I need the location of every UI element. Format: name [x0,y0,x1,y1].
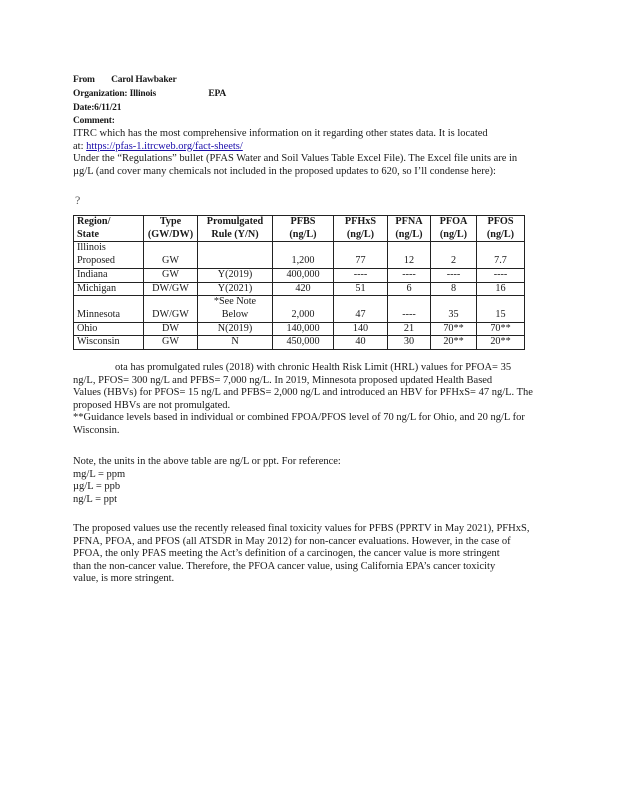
table-cell-line: 70** [490,322,511,334]
notes-line-3: Values (HBVs) for PFOS= 15 ng/L and PFBS= 2,000 ng/L and introduced an HBV for PFHxS= 47 ng/L. The [73,387,533,399]
units-line-4: ng/L = ppt [73,493,118,505]
table-cell-line: Below [221,308,249,320]
table-cell [477,296,525,322]
column-header [477,216,525,242]
column-header-line: PFHxS [344,216,377,227]
table-row [74,268,525,282]
column-header [198,216,273,242]
table-cell [431,282,477,296]
table-cell-line: 30 [403,336,415,348]
table-cell [74,268,144,282]
table-cell [198,242,273,268]
table-cell-line: *See Note [213,296,257,308]
table-cell [388,296,431,322]
intro-line-4: µg/L (and cover many chemicals not included in the proposed updates to 620, so I’ll condense here): [73,165,496,177]
table-cell [334,282,388,296]
column-header-line: (ng/L) [395,228,423,240]
table-cell-line: Ohio [77,322,98,334]
table-cell-line: 2 [450,255,457,267]
table-cell [431,268,477,282]
table-cell [144,282,198,296]
table-cell-line: GW [162,268,179,280]
table-cell-line: N(2019) [217,322,253,334]
notes-line-1: ota has promulgated rules (2018) with chronic Health Risk Limit (HRL) values for PFOA= 35 [115,362,512,373]
table-cell-line: 140 [352,322,369,334]
table-cell [388,268,431,282]
intro-line-2: at: https://pfas-1.itrcweb.org/fact-sheets/ [73,140,243,152]
column-header-line: Region/ [77,216,111,227]
closing-line-3: PFOA, the only PFAS meeting the Act’s definition of a carcinogen, the cancer value is more stringent [73,548,500,560]
table-row [74,296,525,322]
table-cell-line: 16 [495,282,506,294]
table-row [74,322,525,336]
table-cell-line: Minnesota [77,308,121,320]
table-cell [334,242,388,268]
table-cell-line: Y(2021) [217,282,253,294]
date-line [73,103,121,113]
table-cell [477,282,525,296]
notes-line-5: **Guidance levels based in individual or combined FPOA/PFOS level of 70 ng/L for Ohio, and 20 ng/L for [73,412,525,424]
units-line-1: Note, the units in the above table are ng/L or ppt. For reference: [73,456,341,467]
table-cell [477,242,525,268]
pfas-values-table [73,215,525,350]
table-cell [334,296,388,322]
column-header-line: PFNA [395,216,423,227]
notes-paragraph [73,362,558,438]
table-cell [334,268,388,282]
table-cell-line: 12 [403,255,415,267]
table-cell-line: 450,000 [286,336,320,348]
table-cell-line: N [231,336,239,348]
table-cell-line: 20** [490,336,511,348]
table-cell-line: DW/GW [152,282,189,294]
table-cell [273,268,334,282]
intro-paragraph [73,128,553,178]
table-cell [388,322,431,336]
column-header-line: (ng/L) [486,228,515,240]
table-cell [74,336,144,350]
table-cell [273,242,334,268]
column-header-line: Type [159,216,182,227]
table-cell [144,268,198,282]
table-cell-line: Indiana [77,268,108,280]
table-header-row [74,216,525,242]
table-cell [273,322,334,336]
organization-value: Illinois [129,89,156,99]
table-cell [388,336,431,350]
table-cell-line: 400,000 [286,268,320,280]
table-cell-line: 420 [295,282,311,294]
table-row [74,336,525,350]
from-value: Carol Hawbaker [111,75,177,85]
table-cell-line: 140,000 [286,322,320,334]
itrc-fact-sheets-link[interactable]: https://pfas-1.itrcweb.org/fact-sheets/ [86,140,243,152]
table-cell-line [200,255,270,268]
column-header-line: PFOA [439,216,468,227]
table-cell-line: ---- [402,308,416,320]
table-cell [198,322,273,336]
date-value: 6/11/21 [94,103,122,113]
table-cell [334,322,388,336]
notes-line-4: proposed HBVs are not promulgated. [73,399,231,411]
table-cell-line: ---- [446,268,461,280]
table-cell-line: 35 [448,308,459,320]
closing-line-5: value, is more stringent. [73,573,175,585]
column-header-line: (ng/L) [439,228,468,240]
date-label: Date: [73,103,95,113]
table-cell-line: 15 [495,308,506,320]
table-cell-line: DW/GW [152,308,189,320]
units-paragraph [73,456,553,506]
table-cell [388,242,431,268]
table-cell [198,282,273,296]
table-cell [273,336,334,350]
units-line-3: µg/L = ppb [73,481,121,493]
table-cell-line: 8 [450,282,457,294]
table-cell [388,282,431,296]
question-mark-glyph: ? [75,193,81,207]
column-header [388,216,431,242]
table-cell-line: 77 [355,255,366,267]
table-cell-line: 20** [443,336,464,348]
table-cell-line: 7.7 [494,255,507,267]
intro-line-1: ITRC which has the most comprehensive information on it regarding other states data. It is located [73,128,488,139]
table-cell [334,336,388,350]
table-cell-line: 6 [406,282,412,294]
table-cell [431,296,477,322]
table-cell [74,296,144,322]
closing-paragraph [73,523,558,586]
table-cell-line: 47 [355,308,366,320]
notes-line-6: Wisconsin. [73,424,120,436]
units-line-2: mg/L = ppm [73,468,126,480]
organization-line [73,89,226,99]
table-cell-line: Illinois [77,242,106,254]
from-label: From [73,75,95,85]
table-cell [144,296,198,322]
table-cell [74,322,144,336]
column-header-line: (GW/DW) [147,228,194,240]
closing-line-4: than the non-cancer value. Therefore, the PFOA cancer value, using California EPA’s cancer toxicity [73,560,496,572]
table-cell-line: 2,000 [291,308,315,320]
table-cell-line: GW [162,336,179,348]
table-cell [198,268,273,282]
table-cell-line: ---- [493,268,508,280]
column-header-line: PFOS [487,216,514,227]
closing-line-1: The proposed values use the recently released final toxicity values for PFBS (PPRTV in May 2021), PFHxS, [73,523,530,534]
column-header-line: Promulgated [206,216,264,227]
table-cell [477,268,525,282]
column-header-line: State [77,228,100,240]
table-cell-line: ---- [402,268,416,280]
table-cell-line: Wisconsin [77,336,120,348]
table-cell [144,242,198,268]
table-cell [273,296,334,322]
column-header [74,216,144,242]
table-cell [144,336,198,350]
table-cell-line: 51 [355,282,366,294]
closing-line-2: PFNA, PFOA, and PFOS (all ATSDR in May 2012) for non-cancer evaluations. However, in the case of [73,535,511,547]
notes-line-2: ng/L, PFOS= 300 ng/L and PFBS= 7,000 ng/L. In 2019, Minnesota proposed updated Health Based [73,374,493,386]
table-cell-line: Michigan [77,282,117,294]
column-header [273,216,334,242]
column-header [334,216,388,242]
table-cell [198,296,273,322]
column-header-line: (ng/L) [289,228,317,240]
table-cell [273,282,334,296]
table-cell-line: 1,200 [291,255,315,267]
table-row [74,242,525,268]
table-cell-line: Y(2019) [217,268,253,280]
table-cell [477,322,525,336]
organization-label: Organization: [73,89,128,99]
table-cell-line: ---- [353,268,368,280]
column-header-line: PFBS [290,216,316,227]
comment-label: Comment: [73,116,115,126]
table-cell [144,322,198,336]
table-cell-line: GW [162,255,179,267]
table-cell [477,336,525,350]
table-cell-line: 40 [355,336,366,348]
from-line [73,75,176,85]
table-cell [431,242,477,268]
table-cell-line: Proposed [77,255,115,267]
column-header [144,216,198,242]
table-cell-line: DW [162,322,179,334]
table-cell [198,336,273,350]
column-header-line: (ng/L) [346,228,375,240]
table-cell-line: 21 [403,322,415,334]
column-header [431,216,477,242]
table-cell [74,282,144,296]
table-row [74,282,525,296]
table-cell [74,242,144,268]
column-header-line: Rule (Y/N) [211,228,259,240]
table-cell [431,322,477,336]
table-cell-line: 70** [443,322,464,334]
intro-line-3: Under the “Regulations” bullet (PFAS Water and Soil Values Table Excel File). The Excel file units are in [73,153,518,165]
table-cell [431,336,477,350]
organization-suffix: EPA [208,89,227,99]
